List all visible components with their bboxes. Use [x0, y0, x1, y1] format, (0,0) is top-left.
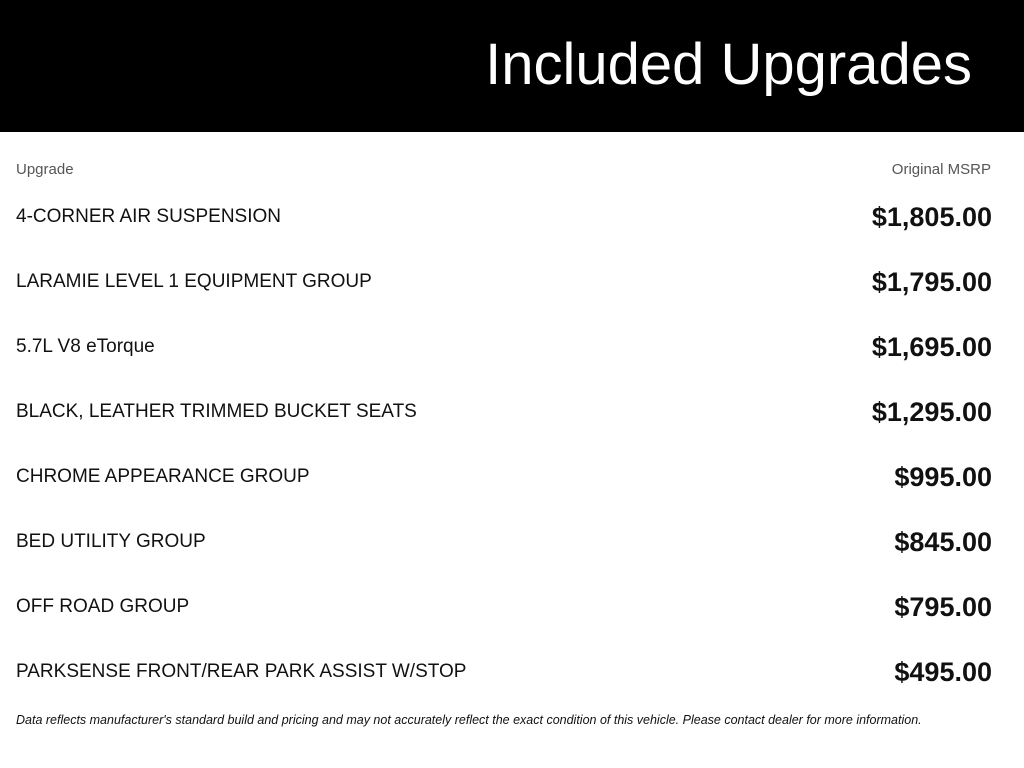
table-row: [0, 510, 1024, 575]
table-row: [0, 445, 1024, 510]
column-header-msrp: Original MSRP: [891, 161, 991, 178]
upgrade-price: $845.00: [894, 527, 992, 557]
page-title: Included Upgrades: [485, 32, 972, 97]
disclaimer-text: Data reflects manufacturer's standard build and pricing and may not accurately reflect the exact condition of this vehicle. Please contact dealer for more information.: [16, 713, 922, 727]
table-row: [0, 315, 1024, 380]
upgrade-name: 4-CORNER AIR SUSPENSION: [16, 206, 281, 227]
upgrade-name: OFF ROAD GROUP: [16, 596, 190, 617]
upgrade-name: BED UTILITY GROUP: [16, 531, 206, 552]
upgrade-price: $1,805.00: [871, 202, 992, 232]
upgrade-price: $1,295.00: [871, 397, 992, 427]
upgrade-name: 5.7L V8 eTorque: [16, 336, 155, 357]
table-row: [0, 185, 1024, 250]
upgrade-name: LARAMIE LEVEL 1 EQUIPMENT GROUP: [16, 271, 372, 292]
upgrade-price: $795.00: [894, 592, 992, 622]
column-header-upgrade: Upgrade: [16, 161, 74, 178]
table-row: [0, 575, 1024, 640]
table-row: [0, 250, 1024, 315]
table-row: [0, 640, 1024, 705]
upgrade-price: $1,695.00: [871, 332, 992, 362]
table-row: [0, 380, 1024, 445]
upgrade-name: PARKSENSE FRONT/REAR PARK ASSIST W/STOP: [16, 661, 467, 682]
header-banner: [0, 0, 1024, 132]
upgrade-name: CHROME APPEARANCE GROUP: [16, 466, 310, 487]
upgrade-price: $995.00: [894, 462, 992, 492]
upgrades-list: [0, 185, 1024, 705]
upgrade-name: BLACK, LEATHER TRIMMED BUCKET SEATS: [16, 401, 417, 422]
upgrade-price: $495.00: [894, 657, 992, 687]
upgrade-price: $1,795.00: [871, 267, 992, 297]
